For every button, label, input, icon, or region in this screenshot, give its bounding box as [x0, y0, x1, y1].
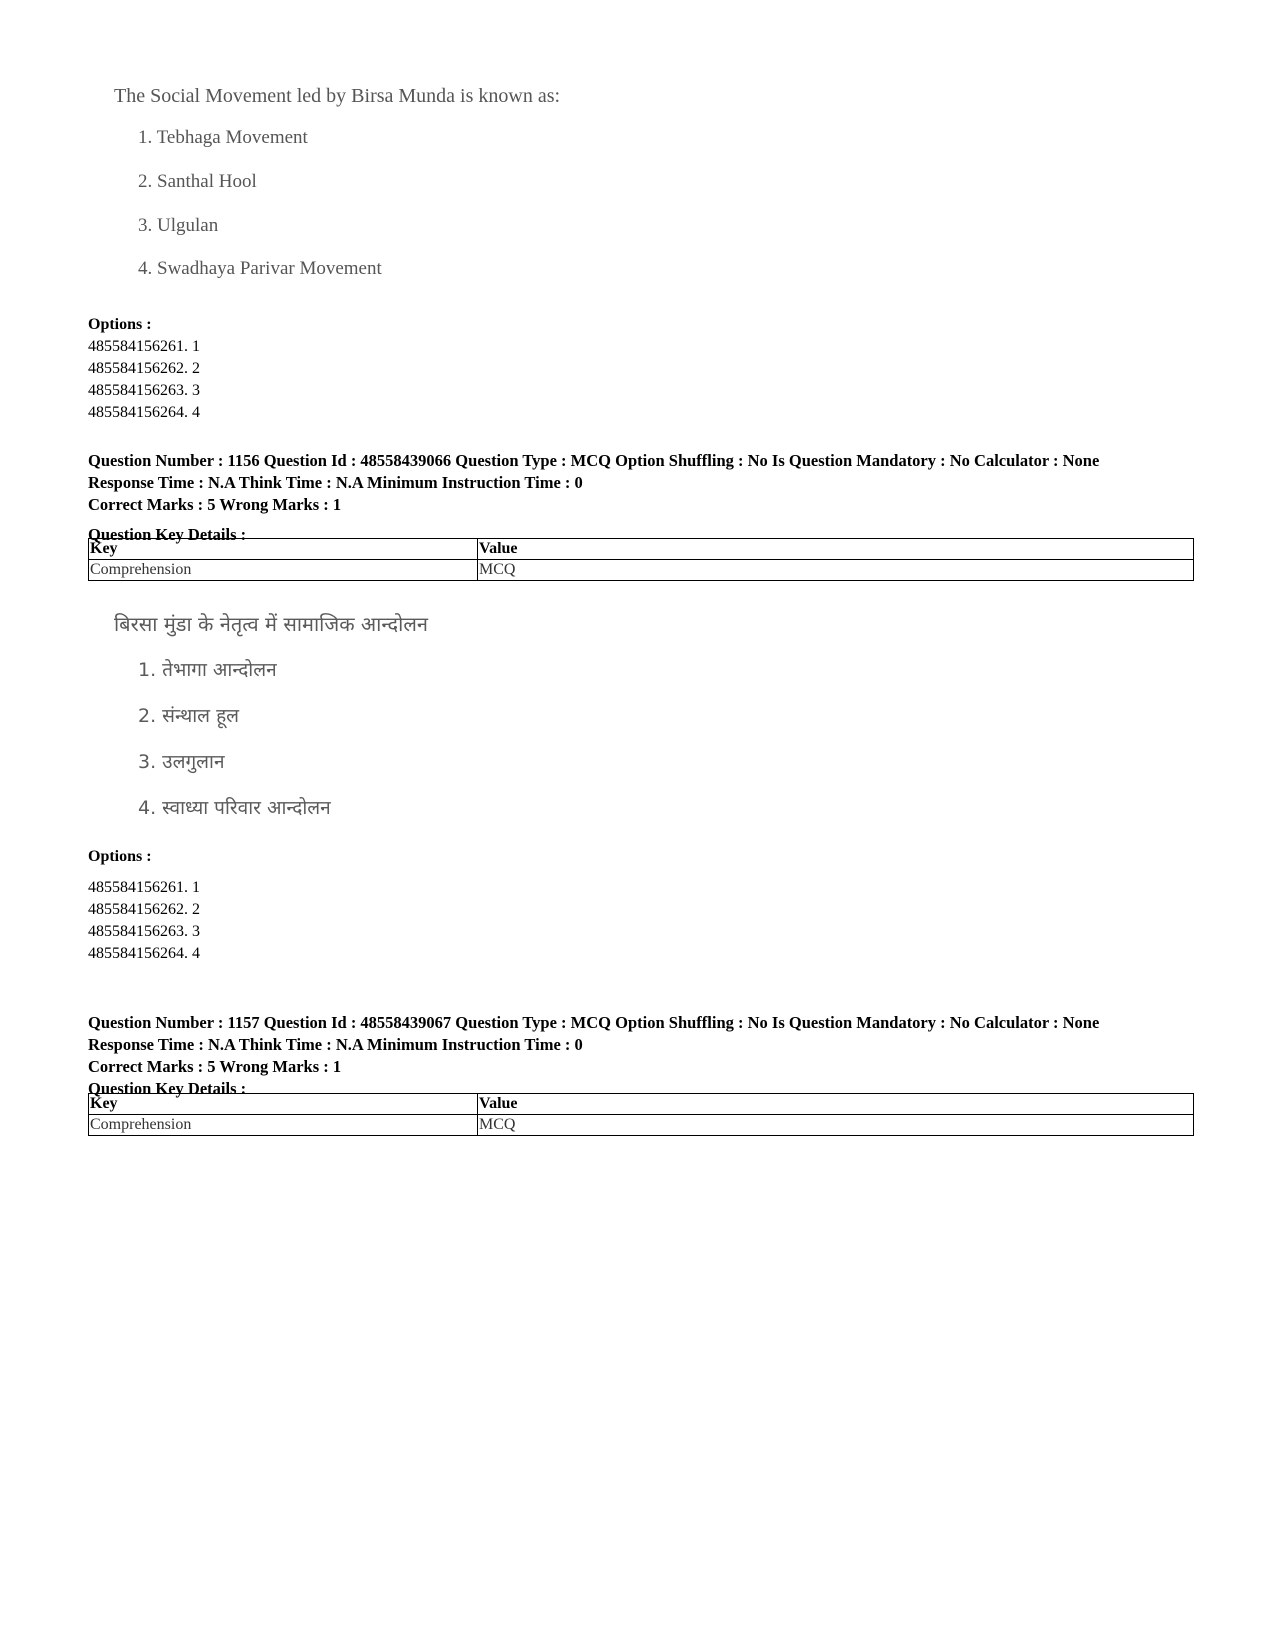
question-stem: The Social Movement led by Birsa Munda is known as: — [114, 85, 561, 107]
table-header-key: Key — [89, 539, 478, 560]
option-item-1: 485584156261. 1 — [88, 879, 200, 896]
table-cell-key: Comprehension — [89, 560, 478, 581]
question-choice-hindi-1: 1. तेभागा आन्दोलन — [138, 659, 277, 681]
question-choice-1: 1. Tebhaga Movement — [138, 127, 308, 148]
question-key-label-1156: Question Key Details : — [88, 525, 247, 544]
question-meta-1156 — [88, 450, 1099, 516]
table-row — [89, 1115, 1194, 1136]
question-choice-hindi-2: 2. संन्थाल हूल — [138, 705, 240, 727]
option-item-4: 485584156264. 4 — [88, 945, 200, 962]
options-block-1155 — [88, 314, 200, 424]
table-header-value: Value — [478, 1094, 1194, 1115]
question-key-label: Question Key Details : — [88, 1079, 247, 1098]
table-cell-key: Comprehension — [89, 1115, 478, 1136]
question-choice-4: 4. Swadhaya Parivar Movement — [138, 258, 382, 279]
question-meta-line-2: Response Time : N.A Think Time : N.A Minimum Instruction Time : 0 — [88, 1035, 583, 1054]
table-header-key: Key — [89, 1094, 478, 1115]
question-marks: Correct Marks : 5 Wrong Marks : 1 — [88, 495, 342, 514]
question-choice-hindi-3: 3. उलगुलान — [138, 751, 225, 773]
options-label-1156: Options : — [88, 848, 152, 865]
option-item-4: 485584156264. 4 — [88, 404, 200, 421]
question-choice-hindi-4: 4. स्वाध्या परिवार आन्दोलन — [138, 797, 331, 819]
table-header-row — [89, 539, 1194, 560]
table-row — [89, 560, 1194, 581]
option-item-2: 485584156262. 2 — [88, 360, 200, 377]
question-marks: Correct Marks : 5 Wrong Marks : 1 — [88, 1057, 342, 1076]
option-item-2: 485584156262. 2 — [88, 901, 200, 918]
question-image-hindi — [108, 612, 528, 838]
option-item-1: 485584156261. 1 — [88, 338, 200, 355]
table-header-value: Value — [478, 539, 1194, 560]
options-label: Options : — [88, 316, 152, 333]
question-image-english — [108, 80, 668, 290]
options-block-1156 — [88, 877, 200, 965]
question-meta-line-1: Question Number : 1157 Question Id : 48558439067 Question Type : MCQ Option Shuffling : No Is Question Mandatory : No Calculator : None — [88, 1013, 1100, 1032]
option-item-3: 485584156263. 3 — [88, 923, 200, 940]
question-stem-hindi: बिरसा मुंडा के नेतृत्व में सामाजिक आन्दोलन — [114, 612, 429, 636]
question-meta-line-2: Response Time : N.A Think Time : N.A Minimum Instruction Time : 0 — [88, 473, 583, 492]
question-choice-3: 3. Ulgulan — [138, 215, 219, 236]
table-header-row — [89, 1094, 1194, 1115]
question-meta-line-1: Question Number : 1156 Question Id : 48558439066 Question Type : MCQ Option Shuffling : No Is Question Mandatory : No Calculator : None — [88, 451, 1100, 470]
question-key-table-1157 — [88, 1093, 1194, 1136]
option-item-3: 485584156263. 3 — [88, 382, 200, 399]
question-key-table-1156 — [88, 538, 1194, 581]
question-meta-1157 — [88, 1012, 1099, 1100]
table-cell-value: MCQ — [478, 560, 1194, 581]
question-choice-2: 2. Santhal Hool — [138, 171, 257, 192]
table-cell-value: MCQ — [478, 1115, 1194, 1136]
